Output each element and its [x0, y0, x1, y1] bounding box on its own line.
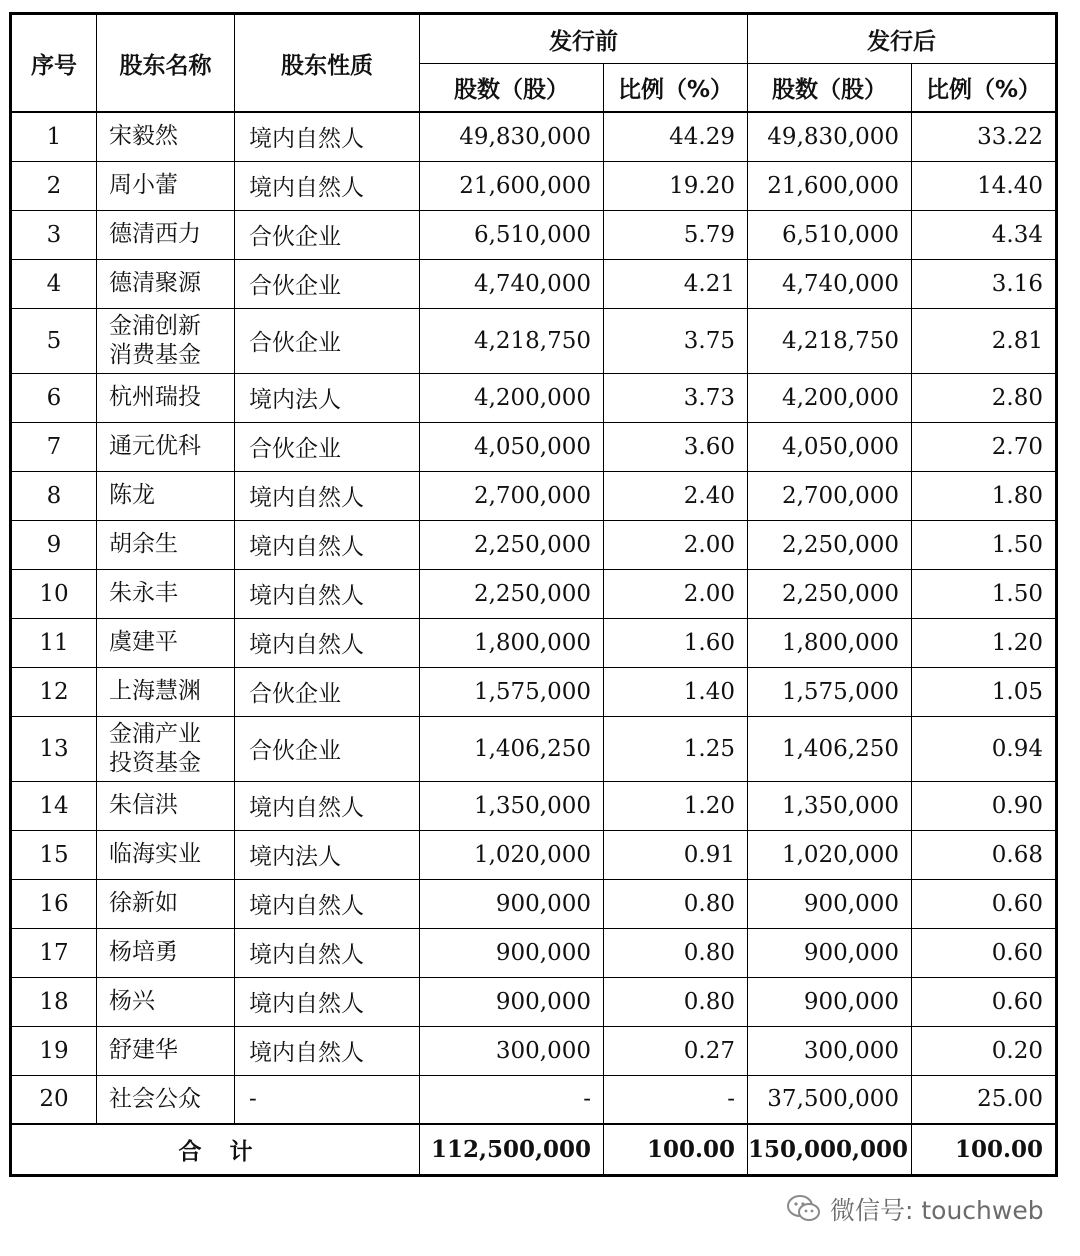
- row-ratio-after: 0.60: [912, 879, 1057, 928]
- row-ratio-after: 2.80: [912, 373, 1057, 422]
- row-name: 杨兴: [97, 977, 235, 1026]
- row-name: 舒建华: [97, 1026, 235, 1075]
- row-ratio-after: 1.80: [912, 471, 1057, 520]
- row-ratio-after: 0.60: [912, 928, 1057, 977]
- row-shares-before: 1,800,000: [420, 618, 604, 667]
- header-ratio-before: 比例（%）: [604, 64, 748, 113]
- row-seq: 10: [11, 569, 97, 618]
- row-shares-before: -: [420, 1075, 604, 1124]
- watermark: [786, 1189, 1044, 1229]
- row-shares-after: 300,000: [748, 1026, 912, 1075]
- row-type: 境内法人: [235, 830, 420, 879]
- header-ratio-after: 比例（%）: [912, 64, 1057, 113]
- row-name: 胡余生: [97, 520, 235, 569]
- row-type: 合伙企业: [235, 422, 420, 471]
- table-row: [11, 308, 1057, 373]
- row-ratio-before: 0.91: [604, 830, 748, 879]
- row-ratio-after: 0.20: [912, 1026, 1057, 1075]
- row-shares-before: 900,000: [420, 928, 604, 977]
- row-seq: 19: [11, 1026, 97, 1075]
- row-seq: 11: [11, 618, 97, 667]
- table-row: [11, 259, 1057, 308]
- row-shares-before: 49,830,000: [420, 112, 604, 161]
- row-name: 德清聚源: [97, 259, 235, 308]
- table-row: [11, 161, 1057, 210]
- row-shares-before: 1,020,000: [420, 830, 604, 879]
- row-ratio-before: 19.20: [604, 161, 748, 210]
- row-ratio-after: 0.68: [912, 830, 1057, 879]
- row-name: 金浦产业 投资基金: [97, 716, 235, 781]
- row-ratio-before: 0.80: [604, 928, 748, 977]
- total-label: 合计: [11, 1124, 420, 1176]
- header-shares-after: 股数（股）: [748, 64, 912, 113]
- table-row: [11, 830, 1057, 879]
- row-ratio-after: 2.81: [912, 308, 1057, 373]
- row-shares-before: 6,510,000: [420, 210, 604, 259]
- row-shares-before: 300,000: [420, 1026, 604, 1075]
- row-shares-after: 21,600,000: [748, 161, 912, 210]
- row-shares-before: 4,740,000: [420, 259, 604, 308]
- row-shares-after: 900,000: [748, 879, 912, 928]
- table-row: [11, 667, 1057, 716]
- row-seq: 15: [11, 830, 97, 879]
- row-shares-after: 4,740,000: [748, 259, 912, 308]
- row-ratio-before: 4.21: [604, 259, 748, 308]
- table-row: [11, 618, 1057, 667]
- row-ratio-after: 1.50: [912, 569, 1057, 618]
- row-type: 境内法人: [235, 373, 420, 422]
- row-ratio-after: 1.50: [912, 520, 1057, 569]
- table-header: [11, 14, 1057, 113]
- row-ratio-before: 5.79: [604, 210, 748, 259]
- row-ratio-after: 4.34: [912, 210, 1057, 259]
- row-type: 境内自然人: [235, 928, 420, 977]
- row-type: 境内自然人: [235, 977, 420, 1026]
- table-row: [11, 569, 1057, 618]
- watermark-text: 微信号: touchweb: [830, 1196, 1044, 1225]
- table-row: [11, 781, 1057, 830]
- row-seq: 3: [11, 210, 97, 259]
- row-ratio-before: 1.20: [604, 781, 748, 830]
- row-name: 朱永丰: [97, 569, 235, 618]
- row-type: 境内自然人: [235, 471, 420, 520]
- row-shares-after: 1,350,000: [748, 781, 912, 830]
- row-shares-before: 900,000: [420, 977, 604, 1026]
- row-seq: 16: [11, 879, 97, 928]
- table-row: [11, 977, 1057, 1026]
- row-shares-before: 1,350,000: [420, 781, 604, 830]
- row-shares-before: 4,218,750: [420, 308, 604, 373]
- row-seq: 4: [11, 259, 97, 308]
- table-row: [11, 1026, 1057, 1075]
- total-row: [11, 1124, 1057, 1176]
- row-shares-after: 2,250,000: [748, 569, 912, 618]
- row-shares-before: 4,050,000: [420, 422, 604, 471]
- row-shares-before: 2,250,000: [420, 569, 604, 618]
- header-seq: 序号: [11, 14, 97, 113]
- row-type: 合伙企业: [235, 259, 420, 308]
- row-name: 社会公众: [97, 1075, 235, 1124]
- table-row: [11, 373, 1057, 422]
- row-ratio-after: 0.90: [912, 781, 1057, 830]
- row-type: 境内自然人: [235, 879, 420, 928]
- row-type: 合伙企业: [235, 210, 420, 259]
- row-shares-after: 1,575,000: [748, 667, 912, 716]
- row-ratio-before: 1.40: [604, 667, 748, 716]
- row-shares-before: 2,250,000: [420, 520, 604, 569]
- row-shares-before: 4,200,000: [420, 373, 604, 422]
- row-type: -: [235, 1075, 420, 1124]
- row-type: 境内自然人: [235, 112, 420, 161]
- row-shares-after: 6,510,000: [748, 210, 912, 259]
- row-shares-after: 4,200,000: [748, 373, 912, 422]
- table-body: [11, 112, 1057, 1124]
- row-ratio-before: 1.25: [604, 716, 748, 781]
- row-name: 朱信洪: [97, 781, 235, 830]
- row-type: 合伙企业: [235, 667, 420, 716]
- row-ratio-before: 3.60: [604, 422, 748, 471]
- row-seq: 2: [11, 161, 97, 210]
- row-shares-after: 49,830,000: [748, 112, 912, 161]
- row-shares-before: 1,406,250: [420, 716, 604, 781]
- total-shares-before: 112,500,000: [420, 1124, 604, 1176]
- row-type: 境内自然人: [235, 569, 420, 618]
- row-type: 境内自然人: [235, 161, 420, 210]
- row-type: 境内自然人: [235, 781, 420, 830]
- table-row: [11, 520, 1057, 569]
- row-ratio-after: 0.60: [912, 977, 1057, 1026]
- table-row: [11, 112, 1057, 161]
- header-before: 发行前: [420, 14, 748, 64]
- row-ratio-before: 0.80: [604, 879, 748, 928]
- row-name: 虞建平: [97, 618, 235, 667]
- row-ratio-after: 33.22: [912, 112, 1057, 161]
- row-name: 陈龙: [97, 471, 235, 520]
- row-seq: 8: [11, 471, 97, 520]
- row-shares-after: 2,250,000: [748, 520, 912, 569]
- shareholder-table-container: [9, 12, 1055, 1177]
- row-name: 徐新如: [97, 879, 235, 928]
- row-seq: 1: [11, 112, 97, 161]
- row-name: 临海实业: [97, 830, 235, 879]
- row-seq: 6: [11, 373, 97, 422]
- row-name: 杭州瑞投: [97, 373, 235, 422]
- row-ratio-after: 2.70: [912, 422, 1057, 471]
- header-after: 发行后: [748, 14, 1057, 64]
- row-shares-after: 1,020,000: [748, 830, 912, 879]
- row-ratio-before: 0.27: [604, 1026, 748, 1075]
- row-ratio-before: 2.40: [604, 471, 748, 520]
- shareholder-table: [9, 12, 1058, 1177]
- row-shares-after: 4,050,000: [748, 422, 912, 471]
- wechat-icon: [786, 1194, 822, 1224]
- row-seq: 12: [11, 667, 97, 716]
- row-ratio-before: 1.60: [604, 618, 748, 667]
- row-name: 德清西力: [97, 210, 235, 259]
- row-name: 通元优科: [97, 422, 235, 471]
- row-ratio-before: -: [604, 1075, 748, 1124]
- row-seq: 17: [11, 928, 97, 977]
- row-shares-after: 4,218,750: [748, 308, 912, 373]
- row-type: 境内自然人: [235, 618, 420, 667]
- row-type: 境内自然人: [235, 520, 420, 569]
- row-ratio-before: 3.75: [604, 308, 748, 373]
- total-shares-after: 150,000,000: [748, 1124, 912, 1176]
- row-ratio-after: 1.05: [912, 667, 1057, 716]
- row-shares-after: 1,800,000: [748, 618, 912, 667]
- row-seq: 13: [11, 716, 97, 781]
- row-shares-after: 2,700,000: [748, 471, 912, 520]
- row-shares-before: 900,000: [420, 879, 604, 928]
- row-name: 周小蕾: [97, 161, 235, 210]
- row-ratio-before: 44.29: [604, 112, 748, 161]
- row-shares-after: 1,406,250: [748, 716, 912, 781]
- row-seq: 18: [11, 977, 97, 1026]
- row-shares-after: 900,000: [748, 928, 912, 977]
- row-ratio-after: 25.00: [912, 1075, 1057, 1124]
- table-row: [11, 1075, 1057, 1124]
- row-ratio-before: 2.00: [604, 569, 748, 618]
- row-seq: 14: [11, 781, 97, 830]
- row-seq: 5: [11, 308, 97, 373]
- table-row: [11, 879, 1057, 928]
- row-ratio-before: 0.80: [604, 977, 748, 1026]
- row-ratio-before: 2.00: [604, 520, 748, 569]
- table-row: [11, 471, 1057, 520]
- row-shares-before: 21,600,000: [420, 161, 604, 210]
- row-shares-before: 2,700,000: [420, 471, 604, 520]
- total-ratio-after: 100.00: [912, 1124, 1057, 1176]
- header-name: 股东名称: [97, 14, 235, 113]
- row-name: 金浦创新 消费基金: [97, 308, 235, 373]
- table-row: [11, 422, 1057, 471]
- row-ratio-after: 3.16: [912, 259, 1057, 308]
- total-ratio-before: 100.00: [604, 1124, 748, 1176]
- header-type: 股东性质: [235, 14, 420, 113]
- table-row: [11, 210, 1057, 259]
- row-seq: 7: [11, 422, 97, 471]
- row-ratio-before: 3.73: [604, 373, 748, 422]
- table-row: [11, 928, 1057, 977]
- row-shares-after: 37,500,000: [748, 1075, 912, 1124]
- row-type: 境内自然人: [235, 1026, 420, 1075]
- table-row: [11, 716, 1057, 781]
- row-shares-after: 900,000: [748, 977, 912, 1026]
- row-ratio-after: 14.40: [912, 161, 1057, 210]
- row-seq: 9: [11, 520, 97, 569]
- header-shares-before: 股数（股）: [420, 64, 604, 113]
- row-type: 合伙企业: [235, 308, 420, 373]
- row-seq: 20: [11, 1075, 97, 1124]
- row-shares-before: 1,575,000: [420, 667, 604, 716]
- row-name: 宋毅然: [97, 112, 235, 161]
- row-type: 合伙企业: [235, 716, 420, 781]
- row-name: 杨培勇: [97, 928, 235, 977]
- row-ratio-after: 0.94: [912, 716, 1057, 781]
- row-name: 上海慧渊: [97, 667, 235, 716]
- row-ratio-after: 1.20: [912, 618, 1057, 667]
